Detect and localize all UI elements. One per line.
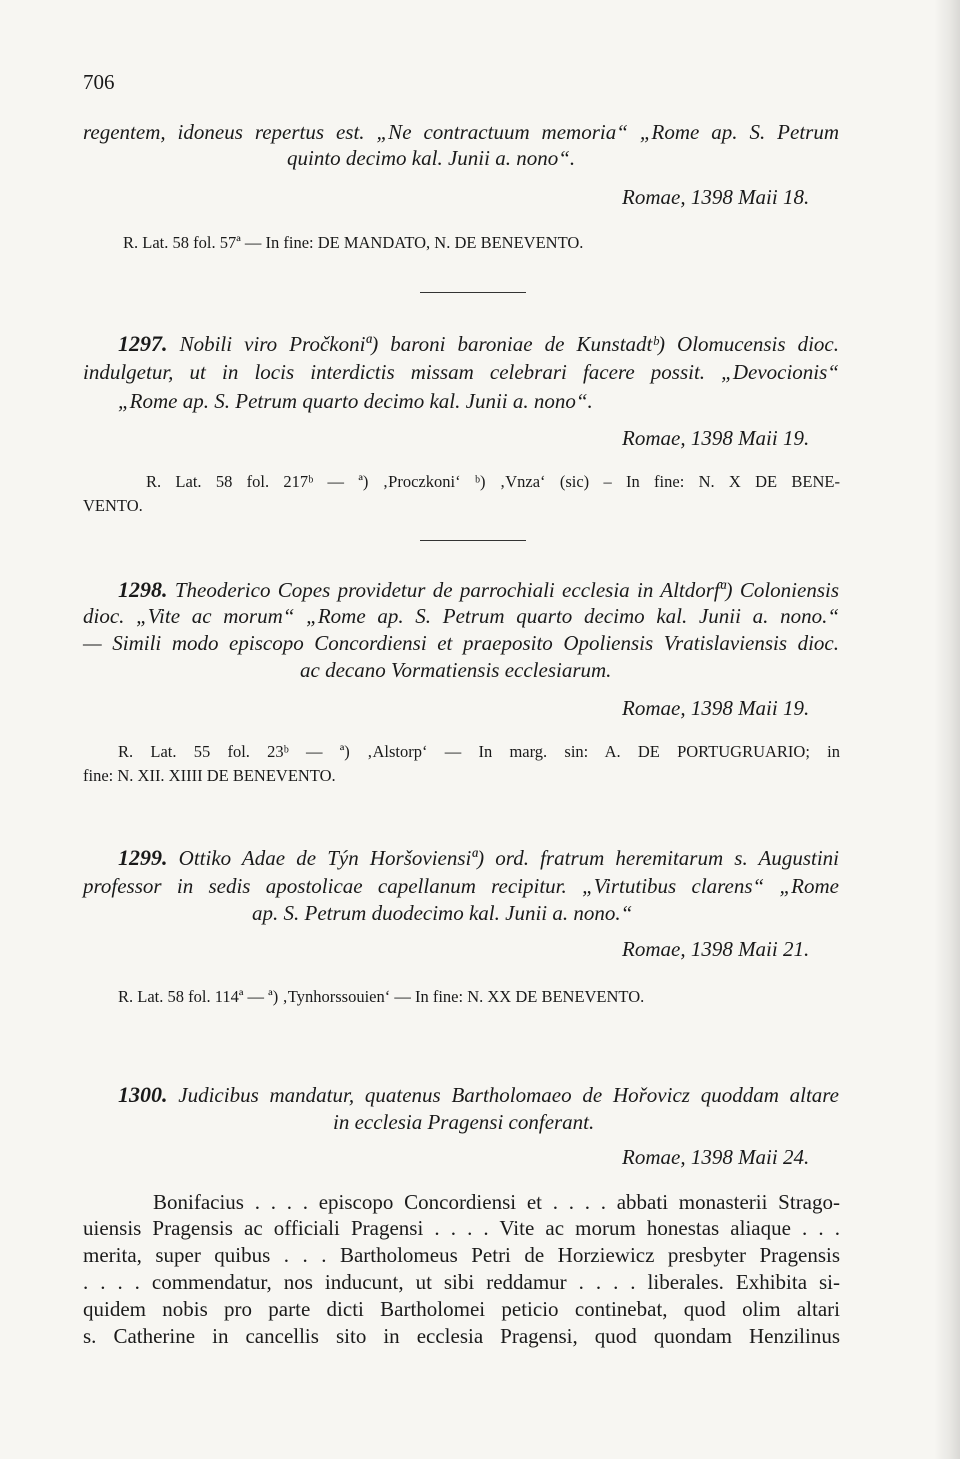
entry-1297-date: Romae, 1398 Maii 19. xyxy=(622,426,810,450)
entry-text: Ottiko Adae de Týn Horšoviensiª) ord. fratrum heremitarum s. Augustini xyxy=(178,846,839,870)
page-edge-shadow xyxy=(934,0,960,1459)
entry-1299-line-2: professor in sedis apostolicae capellanum recipitur. „Virtutibus clarens“ „Rome xyxy=(83,874,839,898)
entry-1297-line-3: „Rome ap. S. Petrum quarto decimo kal. Junii a. nono“. xyxy=(118,389,593,413)
separator-rule xyxy=(420,292,526,293)
entry-1299-date: Romae, 1398 Maii 21. xyxy=(622,937,810,961)
entry-1300-line-2: in ecclesia Pragensi conferant. xyxy=(333,1110,595,1134)
entry-text: Theoderico Copes providetur de parrochiali ecclesia in Altdorfª) Coloniensis xyxy=(174,578,840,602)
entry-text: Nobili viro Pročkoniª) baroni baroniae de Kunstadtᵇ) Olomucensis dioc. xyxy=(179,332,840,356)
entry-1300-date: Romae, 1398 Maii 24. xyxy=(622,1145,810,1169)
entry-1299-note: R. Lat. 58 fol. 114ª — ª) ‚Tynhorssouien‘ — In fine: N. XX DE BENEVENTO. xyxy=(118,987,645,1006)
entry-1298-line-3: — Simili modo episcopo Concordiensi et praeposito Opoliensis Vratislaviensis dioc. xyxy=(83,631,839,655)
entry-number: 1299. xyxy=(118,845,168,870)
entry-1298-line-4: ac decano Vormatiensis ecclesiarum. xyxy=(300,658,612,682)
entry-1300-body-line-3: merita, super quibus . . . Bartholomeus Petri de Horziewicz presbyter Pragensis xyxy=(83,1243,840,1267)
entry-number: 1298. xyxy=(118,577,168,602)
entry-1296-line-1: regentem, idoneus repertus est. „Ne contractuum memoria“ „Rome ap. S. Petrum xyxy=(83,120,839,144)
entry-1298-line-2: dioc. „Vite ac morum“ „Rome ap. S. Petrum quarto decimo kal. Junii a. nono.“ xyxy=(83,604,839,628)
entry-number: 1300. xyxy=(118,1082,168,1107)
entry-1300-body-line-4: . . . . commendatur, nos inducunt, ut sibi reddamur . . . . liberales. Exhibita si- xyxy=(83,1270,840,1294)
entry-text: Judicibus mandatur, quatenus Bartholomaeo de Hořovicz quoddam altare xyxy=(178,1083,839,1107)
separator-rule xyxy=(420,540,526,541)
entry-1298-note-line-2: fine: N. XII. XIIII DE BENEVENTO. xyxy=(83,766,336,785)
entry-1296-note: R. Lat. 58 fol. 57ª — In fine: DE MANDATO, N. DE BENEVENTO. xyxy=(123,233,584,252)
entry-1296-date: Romae, 1398 Maii 18. xyxy=(622,185,810,209)
entry-1297-note-line-1: R. Lat. 58 fol. 217ᵇ — ª) ‚Proczkoni‘ ᵇ) ‚Vnza‘ (sic) – In fine: N. X DE BENE- xyxy=(146,472,840,491)
entry-1297-line-2: indulgetur, ut in locis interdictis missam celebrari facere possit. „Devocionis“ xyxy=(83,360,839,384)
entry-1298-date: Romae, 1398 Maii 19. xyxy=(622,696,810,720)
entry-1297-note-line-2: VENTO. xyxy=(83,496,143,515)
entry-1300-body-line-5: quidem nobis pro parte dicti Bartholomei peticio continebat, quod olim altari xyxy=(83,1297,840,1321)
entry-1300-body-line-6: s. Catherine in cancellis sito in ecclesia Pragensi, quod quondam Henzilinus xyxy=(83,1324,840,1348)
entry-1296-line-2: quinto decimo kal. Junii a. nono“. xyxy=(287,146,576,170)
page-number: 706 xyxy=(83,70,115,94)
entry-1300-body-line-2: uiensis Pragensis ac officiali Pragensi . . . . Vite ac morum honestas aliaque . . . xyxy=(83,1216,840,1240)
entry-1299-line-3: ap. S. Petrum duodecimo kal. Junii a. nono.“ xyxy=(252,901,633,925)
entry-1300-line-1 xyxy=(118,1083,839,1107)
entry-1300-body-line-1: Bonifacius . . . . episcopo Concordiensi et . . . . abbati monasterii Strago- xyxy=(153,1190,840,1214)
entry-number: 1297. xyxy=(118,331,168,356)
entry-1298-line-1 xyxy=(118,578,839,602)
entry-1297-line-1 xyxy=(118,332,839,356)
entry-1299-line-1 xyxy=(118,846,839,870)
entry-1298-note-line-1: R. Lat. 55 fol. 23ᵇ — ª) ‚Alstorp‘ — In marg. sin: A. DE PORTUGRUARIO; in xyxy=(118,742,840,761)
